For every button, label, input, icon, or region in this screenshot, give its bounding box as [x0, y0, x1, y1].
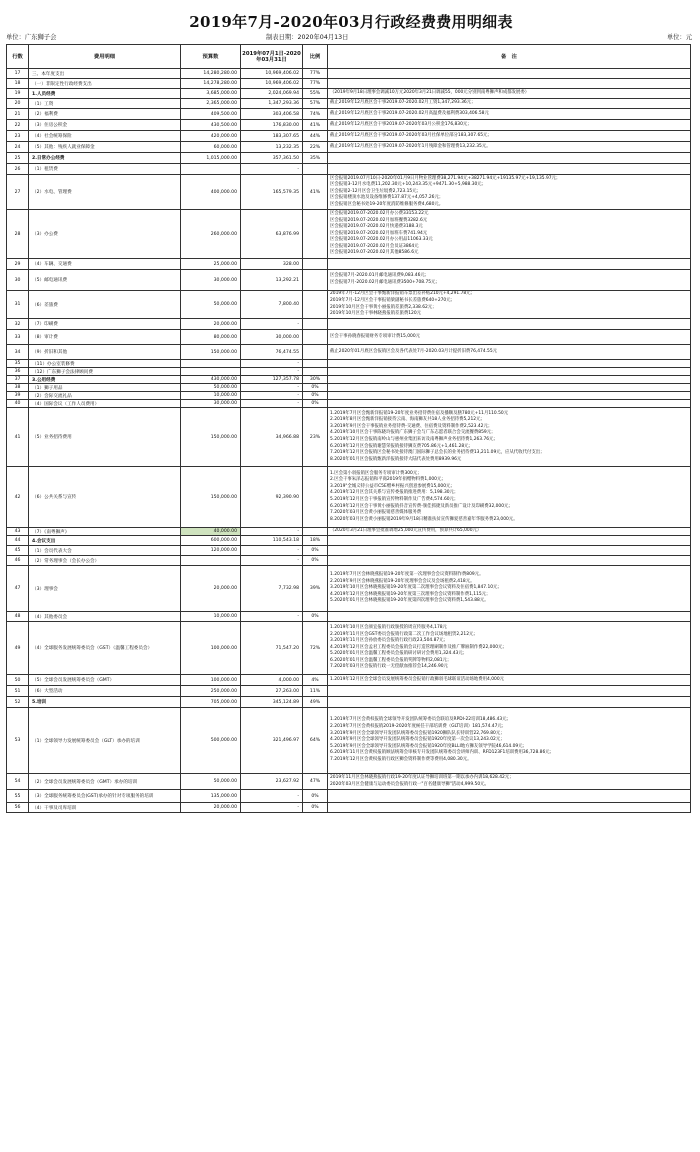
cell-ratio: 18% — [303, 536, 328, 546]
table-row — [7, 622, 691, 675]
cell-item: （4）全球服务发展统筹委员会（GST）（温馨工程委员会） — [29, 622, 181, 675]
cell-no: 51 — [7, 686, 29, 697]
cell-actual: 110,543.18 — [241, 536, 303, 546]
cell-item: （1）狮子用品 — [29, 384, 181, 392]
cell-no: 48 — [7, 612, 29, 622]
cell-no: 28 — [7, 210, 29, 259]
cell-remark — [328, 69, 691, 79]
header-budget: 预算数 — [181, 45, 241, 69]
cell-no: 45 — [7, 546, 29, 556]
cell-budget: 14,278,280.00 — [181, 79, 241, 89]
cell-item: （6）大型活动 — [29, 686, 181, 697]
cell-item: （4）国际会议（工作人员费用） — [29, 400, 181, 408]
table-row — [7, 384, 691, 392]
cell-remark: 1.2019年7月区会林晓燕报销19-20年度第一次理事会会议资料制作费809元。 2.2019年9月区会林晓燕报销19-20年度理事会会议及会场租费2,418元。 3.2019年10月区会林晓燕报销19-20年度第二次理事会会议资料及住宿费1,847.10元； 4.2019年12月区会林晓燕报销19-20年度第三次理事会会议资料制作费1,115元； 5.2020年01月区会林晓燕报销19-20年度第四次理事会会议资料费1,543.88元。 — [328, 566, 691, 612]
cell-no: 44 — [7, 536, 29, 546]
cell-no: 42 — [7, 467, 29, 528]
cell-item: （11）办公室装修费 — [29, 360, 181, 368]
cell-budget — [181, 360, 241, 368]
cell-remark — [328, 360, 691, 368]
cell-ratio: 74% — [303, 109, 328, 120]
expense-table — [6, 44, 691, 813]
cell-item: （2）常务理事会（会长办公会） — [29, 556, 181, 566]
cell-ratio: 0% — [303, 546, 328, 556]
cell-budget — [181, 368, 241, 376]
cell-item: 三、本年度支出 — [29, 69, 181, 79]
cell-ratio: 64% — [303, 708, 328, 774]
table-row — [7, 400, 691, 408]
cell-no: 35 — [7, 360, 29, 368]
table-body — [7, 69, 691, 813]
cell-remark: 1.2019年7月区会甄新洋报销19-20年度业务招待费住宿及播顺及膳780元+11月110.50元 2.2019年8月区会甄新洋报销接待云南、海南狮友共18人业务招待费5,212元； 3.2019年9月区会干事报销业务招待费-交通费、住宿费及资料制作费2,523.42元； 4.2019年10月区会干事陈晓玲报销广东狮子会与广东志愿者联合会交流餐费859元； 5.2019年12月区会报销南岭山与惠州业集团来访及南粤狮声业务招待费1,263.76元； 6.2019年12月区会报销谢慧荣报销接待狮友费705.86元+1,461.28元； 7.2019年12月区会报销区会秘书处接待澳门国际狮子总会长的业务招待费13,211.09元，应从代收代付支出； 8.2020年01月区会报销甄新洋报销接待大陆代表处费用8939.96元 — [328, 408, 691, 467]
cell-item: （6）公共关系与宣传 — [29, 467, 181, 528]
header-no: 行数 — [7, 45, 29, 69]
table-row — [7, 69, 691, 79]
table-row — [7, 345, 691, 360]
cell-ratio: 0% — [303, 400, 328, 408]
cell-remark: 1.2019年10月区会颜宜报销行政颁授的周宣传服务4,178元 2.2019年11月区会GST委员会报销行政第二次工作会议场地租赁2,212元； 3.2019年11月区会孙放委员会报销行政行政23,504.87元； 4.2019年12月区会孟君工程委员会报销会议打造管理刷制作及推广牌匾制作费22,000元； 5.2020年01月区会温馨工程委员会报销研讨研讨会费用1,324.43元； 6.2020年01月区会温馨工程委员会报销奖牌等物料2,081元； 7.2020年03月区会报销行政一无偿献血推荐会14,246.90元 — [328, 622, 691, 675]
cell-actual: - — [241, 319, 303, 330]
cell-ratio: 39% — [303, 566, 328, 612]
cell-item: （3）住房公积金 — [29, 120, 181, 131]
cell-budget: 135,000.00 — [181, 790, 241, 803]
cell-ratio: 47% — [303, 774, 328, 790]
cell-no: 33 — [7, 330, 29, 345]
cell-budget: 10,000.00 — [181, 392, 241, 400]
cell-actual: 71,547.20 — [241, 622, 303, 675]
cell-no: 22 — [7, 120, 29, 131]
cell-ratio — [303, 528, 328, 536]
table-row — [7, 546, 691, 556]
cell-actual: - — [241, 360, 303, 368]
cell-actual: 2,024,069.94 — [241, 89, 303, 99]
cell-actual: - — [241, 368, 303, 376]
table-row — [7, 392, 691, 400]
cell-actual: - — [241, 392, 303, 400]
table-row — [7, 164, 691, 175]
table-row — [7, 259, 691, 270]
cell-actual: 13,232.35 — [241, 142, 303, 153]
cell-no: 41 — [7, 408, 29, 467]
cell-remark — [328, 697, 691, 708]
cell-budget: 40,000.00 — [181, 528, 241, 536]
cell-ratio: 22% — [303, 142, 328, 153]
table-row — [7, 153, 691, 164]
table-row — [7, 109, 691, 120]
cell-actual: - — [241, 790, 303, 803]
cell-remark — [328, 803, 691, 813]
cell-ratio: 0% — [303, 556, 328, 566]
cell-actual: 303,406.58 — [241, 109, 303, 120]
cell-item: （5）全球会员发展统筹委员会（GMT） — [29, 675, 181, 686]
cell-no: 53 — [7, 708, 29, 774]
cell-ratio: 44% — [303, 131, 328, 142]
cell-actual: 7,732.98 — [241, 566, 303, 612]
cell-budget: 50,000.00 — [181, 384, 241, 392]
cell-remark — [328, 164, 691, 175]
header-remark: 备 注 — [328, 45, 691, 69]
cell-remark — [328, 686, 691, 697]
cell-ratio — [303, 368, 328, 376]
cell-no: 17 — [7, 69, 29, 79]
cell-actual: 76,474.55 — [241, 345, 303, 360]
cell-actual: 4,000.00 — [241, 675, 303, 686]
cell-ratio: 41% — [303, 175, 328, 210]
table-row — [7, 131, 691, 142]
cell-budget: 430,000.00 — [181, 376, 241, 384]
cell-remark — [328, 319, 691, 330]
cell-item: （1）工资 — [29, 99, 181, 109]
cell-budget: 150,000.00 — [181, 345, 241, 360]
cell-budget: 120,000.00 — [181, 546, 241, 556]
table-row — [7, 566, 691, 612]
table-row — [7, 528, 691, 536]
table-row — [7, 89, 691, 99]
table-row — [7, 79, 691, 89]
cell-ratio — [303, 164, 328, 175]
cell-budget: 260,000.00 — [181, 210, 241, 259]
cell-budget: 10,000.00 — [181, 612, 241, 622]
cell-budget: 705,000.00 — [181, 697, 241, 708]
cell-item: （1）租赁费 — [29, 164, 181, 175]
cell-no: 25 — [7, 153, 29, 164]
cell-remark: （2019年9月18日理事会调减10万元2020年3月21日调减55，000元分别到南粤狮声和成都发展委） — [328, 89, 691, 99]
cell-budget: 30,000.00 — [181, 270, 241, 291]
money-unit-label: 单位：元 — [666, 34, 692, 41]
cell-budget: 50,000.00 — [181, 291, 241, 319]
table-row — [7, 536, 691, 546]
cell-no: 36 — [7, 368, 29, 376]
cell-item: （7）《南粤狮声》 — [29, 528, 181, 536]
cell-remark: 截止2019年12月底区会干事2019.07-2020年1月残障金和管理费13,232.35元。 — [328, 142, 691, 153]
cell-no: 24 — [7, 142, 29, 153]
cell-ratio — [303, 330, 328, 345]
cell-ratio — [303, 270, 328, 291]
cell-no: 23 — [7, 131, 29, 142]
cell-no: 21 — [7, 109, 29, 120]
cell-ratio: 35% — [303, 153, 328, 164]
cell-budget: 14,280,280.00 — [181, 69, 241, 79]
table-row — [7, 556, 691, 566]
cell-budget — [181, 164, 241, 175]
cell-remark — [328, 384, 691, 392]
cell-item: （9）折旧和其他 — [29, 345, 181, 360]
cell-no: 54 — [7, 774, 29, 790]
cell-item: （4）车辆、交通费 — [29, 259, 181, 270]
table-row — [7, 210, 691, 259]
cell-remark — [328, 392, 691, 400]
cell-ratio — [303, 259, 328, 270]
cell-budget: 500,000.00 — [181, 708, 241, 774]
table-row — [7, 330, 691, 345]
cell-remark: 2019年7月-12月区会干事甄新洋报销车票出差补贴210元+4,291.78元； 2019年7月-12月区会干事报销梁副秘书长差旅费640+270元； 2019年10月区会干事黄小丽报销差旅费2,338.62元； 2019年10月区会干事林晓燕报销差旅费120元 — [328, 291, 691, 319]
table-row — [7, 142, 691, 153]
cell-ratio: 0% — [303, 392, 328, 400]
cell-budget — [181, 556, 241, 566]
cell-no: 38 — [7, 384, 29, 392]
unit-label: 单位：广东狮子会 — [6, 34, 57, 41]
cell-item: （2）福利费 — [29, 109, 181, 120]
cell-remark — [328, 612, 691, 622]
cell-ratio: 49% — [303, 697, 328, 708]
cell-budget: 150,000.00 — [181, 408, 241, 467]
cell-item: （12）广东狮子会法律顾问费 — [29, 368, 181, 376]
table-row — [7, 790, 691, 803]
cell-remark: 截止2019年12月底区会干事2019.07-2020.02月高温费及福利费303,406.58元 — [328, 109, 691, 120]
cell-actual: - — [241, 528, 303, 536]
cell-no: 43 — [7, 528, 29, 536]
cell-remark: 1.区会第小羽报销区会服务专项审计费300元； 2.区会干事朱泽志报销和平商2019年捐赠物料费1,000元； 3.2019"全城义特公益市C5E赠乡村振兴创意参展费15,000元； 4.2019年12月区会其关系与宣传委报销推进费用：5,198.30元； 5.2019年12月区会干事报销宣传物料制作及广告费4,574.60元； 6.2019年12月区会干事黄小丽报销抖音宣传费-颁佳抓捷及新员推广设计及印刷费32,000元； 7.2020年03月区会黄小丽报销慈善媒体服务费 8.2020年03月区会黄小丽报销2019年9月18日精准扶贫宣传狮爱慈善嘉年华服务费23,000元。 — [328, 467, 691, 528]
cell-budget: 20,000.00 — [181, 566, 241, 612]
cell-ratio — [303, 345, 328, 360]
cell-item: （6）差旅费 — [29, 291, 181, 319]
cell-ratio — [303, 291, 328, 319]
cell-item: （2）全球会员发展统筹委员会（GMT）承办的培训 — [29, 774, 181, 790]
cell-budget: 2,365,000.00 — [181, 99, 241, 109]
table-row — [7, 708, 691, 774]
cell-remark: 1.2019年12月区会全球会员发展统筹委员会报销行政狮羽毛球联谊活动场地费用4,000元 — [328, 675, 691, 686]
table-row — [7, 270, 691, 291]
cell-budget: 400,000.00 — [181, 175, 241, 210]
table-row — [7, 376, 691, 384]
cell-actual: 10,969,406.02 — [241, 79, 303, 89]
cell-no: 32 — [7, 319, 29, 330]
cell-ratio: 72% — [303, 622, 328, 675]
table-row — [7, 774, 691, 790]
table-row — [7, 99, 691, 109]
cell-no: 56 — [7, 803, 29, 813]
cell-budget: 150,000.00 — [181, 467, 241, 528]
cell-actual: - — [241, 803, 303, 813]
cell-ratio: 0% — [303, 384, 328, 392]
cell-actual: 92,390.90 — [241, 467, 303, 528]
cell-item: （5）邮电通讯费 — [29, 270, 181, 291]
cell-item: 2.日常办公经费 — [29, 153, 181, 164]
cell-item: 4.会议支出 — [29, 536, 181, 546]
cell-no: 50 — [7, 675, 29, 686]
cell-remark: 区会干事孙晓春报销财务专项审计费15,000元 — [328, 330, 691, 345]
table-row — [7, 408, 691, 467]
cell-no: 39 — [7, 392, 29, 400]
cell-budget: 100,000.00 — [181, 622, 241, 675]
cell-remark — [328, 79, 691, 89]
cell-remark: 截止2019年12月底区会干事2019.07-2020年03月社保单位部分183,307.65元； — [328, 131, 691, 142]
cell-ratio — [303, 210, 328, 259]
cell-item: 3.公用经费 — [29, 376, 181, 384]
cell-actual: 328.00 — [241, 259, 303, 270]
cell-ratio: 4% — [303, 675, 328, 686]
cell-actual: 30,000.00 — [241, 330, 303, 345]
cell-no: 19 — [7, 89, 29, 99]
cell-item: （4）干事及司库培训 — [29, 803, 181, 813]
cell-remark — [328, 546, 691, 556]
cell-budget: 409,500.00 — [181, 109, 241, 120]
header-actual: 2019年07月1日-2020年03月31日 — [241, 45, 303, 69]
cell-remark: 区会报销2019.07月10日-2020年01月9日月物业管理费38,271.94元+38271.94元+19135.97元+19,135.97元； 区会报销3-12月水电费11,202.30元+10,243.35元+9471.30+5,988.30元； 区会报销2-12月区会卫生垃圾费2,723.15元； 区会报销楼顶水池及设备维修费137.87元+4,057.26元； 区会报销区会秘书处19-20年度消防维修服务费4,680元。 — [328, 175, 691, 210]
cell-budget: 430,500.00 — [181, 120, 241, 131]
cell-actual: - — [241, 384, 303, 392]
cell-remark: 1.2019年7月区会黄权报销全球领导开发团队统筹委员会联谊及RPDI-22培训18,486.43元； 2.2019年7月区会黄权报销2019-2020年度候任干部培训费（GLT培训）181,574.47元； 3.2019年9月区会全球领导开发团队统筹委员会报销1920狮队队长特训营22,769.80元； 4.2019年9月区会全球领导开发团队统筹委员会报销1920年度第一次会议13,243.02元； 5.2019年9月区会全球领导开发团队统筹委员会报销1920年度BLLI地方狮友领导学院46,614.09元； 6.2019年11月区会黄权报销顾法统筹会审核专开发团队统筹委员会讲师内训、RFD123F1培训费用36,728.86元； 7.2019年12月区会黄权报销行政区狮会资料制作费等费用4,080.30元。 — [328, 708, 691, 774]
cell-actual: 27,263.00 — [241, 686, 303, 697]
table-row — [7, 686, 691, 697]
cell-no: 26 — [7, 164, 29, 175]
cell-no: 52 — [7, 697, 29, 708]
cell-actual: 183,307.65 — [241, 131, 303, 142]
table-row — [7, 612, 691, 622]
cell-ratio: 57% — [303, 99, 328, 109]
cell-actual: 345,124.89 — [241, 697, 303, 708]
cell-actual: - — [241, 164, 303, 175]
cell-item: （3）办公费 — [29, 210, 181, 259]
cell-item: （8）审计费 — [29, 330, 181, 345]
cell-no: 46 — [7, 556, 29, 566]
cell-actual: 357,361.50 — [241, 153, 303, 164]
cell-budget: 80,000.00 — [181, 330, 241, 345]
cell-budget: 250,000.00 — [181, 686, 241, 697]
cell-no: 47 — [7, 566, 29, 612]
cell-remark — [328, 556, 691, 566]
cell-budget: 420,000.00 — [181, 131, 241, 142]
cell-actual: 1,347,293.36 — [241, 99, 303, 109]
cell-remark — [328, 536, 691, 546]
cell-remark — [328, 153, 691, 164]
cell-item: （2）会际交流礼品 — [29, 392, 181, 400]
cell-item: （3）全球服务统筹委员会(GST)承办的针对专项服务的培训 — [29, 790, 181, 803]
cell-budget: 60,000.00 — [181, 142, 241, 153]
cell-item: 1.人员经费 — [29, 89, 181, 99]
cell-ratio — [303, 319, 328, 330]
cell-budget: 20,000.00 — [181, 803, 241, 813]
header-ratio: 比例 — [303, 45, 328, 69]
cell-item: 5.培训 — [29, 697, 181, 708]
date-label: 制表日期：2020年04月13日 — [266, 34, 349, 41]
cell-item: （1）全球领导力发展统筹委员会（GLT）承办的培训 — [29, 708, 181, 774]
cell-item: （5）其他：残疾人就业保障金 — [29, 142, 181, 153]
cell-budget: 100,000.00 — [181, 675, 241, 686]
cell-actual: - — [241, 556, 303, 566]
cell-actual: - — [241, 546, 303, 556]
cell-remark: 区会报销2019.07-2020.02月办公费33153.22元 区会报销2019.07-2020.02月加班餐费3282.6元 区会报销2019.07-2020.02月快递费3188.3元 区会报销2019.07-2020.02月加班车费741.94元 区会报销2019.07-2020.02月办公用品11063.33元 区会报销2019.07-2020.02月会员证3864元 区会报销2019.07-2020.02月其他8586.6元 — [328, 210, 691, 259]
cell-actual: 23,627.92 — [241, 774, 303, 790]
cell-remark: 区会报销7月-2020.01月邮电通讯费9,083.46元； 区会报销7月-2020.02月邮电通讯费3500+708.75元； — [328, 270, 691, 291]
header-item: 费用明细 — [29, 45, 181, 69]
cell-no: 20 — [7, 99, 29, 109]
table-row — [7, 467, 691, 528]
cell-budget: 20,000.00 — [181, 319, 241, 330]
cell-remark: 截止2019年12月底区会干事2019.07-2020年03月公积金176,830元； — [328, 120, 691, 131]
cell-item: （4）社会统筹保险 — [29, 131, 181, 142]
cell-no: 55 — [7, 790, 29, 803]
cell-item: （一）非限定性行政经费支出 — [29, 79, 181, 89]
cell-ratio: 30% — [303, 376, 328, 384]
expense-sheet — [6, 12, 696, 813]
table-row — [7, 803, 691, 813]
cell-item: （4）其他委员会 — [29, 612, 181, 622]
table-header-row — [7, 45, 691, 69]
cell-budget: 3,685,000.00 — [181, 89, 241, 99]
cell-remark — [328, 790, 691, 803]
cell-budget: 25,000.00 — [181, 259, 241, 270]
cell-budget: 30,000.00 — [181, 400, 241, 408]
cell-no: 40 — [7, 400, 29, 408]
cell-remark — [328, 376, 691, 384]
cell-actual: - — [241, 612, 303, 622]
table-row — [7, 120, 691, 131]
table-row — [7, 360, 691, 368]
cell-budget: 600,000.00 — [181, 536, 241, 546]
cell-ratio — [303, 360, 328, 368]
cell-item: （5）业务招待费用 — [29, 408, 181, 467]
cell-actual: 10,969,406.02 — [241, 69, 303, 79]
cell-remark: 截止2020年01月底区会报销区会及各代表处7月-2020.03月计提折旧费76,474.55元 — [328, 345, 691, 360]
cell-actual: 7,800.40 — [241, 291, 303, 319]
sheet-meta — [6, 32, 696, 44]
cell-item: （2）水电、管理费 — [29, 175, 181, 210]
cell-actual: 176,830.00 — [241, 120, 303, 131]
cell-remark — [328, 368, 691, 376]
cell-actual: 13,292.21 — [241, 270, 303, 291]
cell-no: 18 — [7, 79, 29, 89]
cell-ratio: 77% — [303, 69, 328, 79]
cell-no: 31 — [7, 291, 29, 319]
cell-ratio: 11% — [303, 686, 328, 697]
cell-actual: 63,876.99 — [241, 210, 303, 259]
table-row — [7, 175, 691, 210]
cell-ratio — [303, 467, 328, 528]
cell-remark — [328, 259, 691, 270]
cell-ratio: 55% — [303, 89, 328, 99]
cell-remark: 截止2019年12月底区会干事2019.07-2020.02月工资1,347,293.36元； — [328, 99, 691, 109]
cell-no: 34 — [7, 345, 29, 360]
cell-no: 27 — [7, 175, 29, 210]
cell-actual: 127,357.78 — [241, 376, 303, 384]
cell-remark: （2020年3月21日理事会批准调增25,000元宣传费用，预算共计65,000元） — [328, 528, 691, 536]
cell-remark: 2019年11月区会林晓燕报销行政19-20年度认证导狮培训班第一期以承办内训18,628.42元； 2020年03月区会健康与运动委员会报销行政一"百名健康导狮"活动4,999.50元。 — [328, 774, 691, 790]
cell-ratio: 77% — [303, 79, 328, 89]
cell-remark — [328, 400, 691, 408]
table-row — [7, 697, 691, 708]
cell-item: （1）会员代表大会 — [29, 546, 181, 556]
cell-no: 49 — [7, 622, 29, 675]
cell-actual: 321,496.97 — [241, 708, 303, 774]
cell-actual: 34,966.88 — [241, 408, 303, 467]
table-row — [7, 675, 691, 686]
cell-ratio: 0% — [303, 612, 328, 622]
cell-no: 37 — [7, 376, 29, 384]
cell-no: 30 — [7, 270, 29, 291]
sheet-title: 2019年7月-2020年03月行政经费费用明细表 — [189, 13, 513, 31]
cell-no: 29 — [7, 259, 29, 270]
cell-budget: 1,015,000.00 — [181, 153, 241, 164]
cell-actual: 165,579.35 — [241, 175, 303, 210]
cell-ratio: 41% — [303, 120, 328, 131]
cell-budget: 50,000.00 — [181, 774, 241, 790]
cell-ratio: 0% — [303, 790, 328, 803]
cell-item: （3）理事会 — [29, 566, 181, 612]
cell-item: （7）印刷费 — [29, 319, 181, 330]
cell-ratio: 23% — [303, 408, 328, 467]
table-row — [7, 291, 691, 319]
table-row — [7, 319, 691, 330]
cell-ratio: 0% — [303, 803, 328, 813]
cell-actual: - — [241, 400, 303, 408]
table-row — [7, 368, 691, 376]
